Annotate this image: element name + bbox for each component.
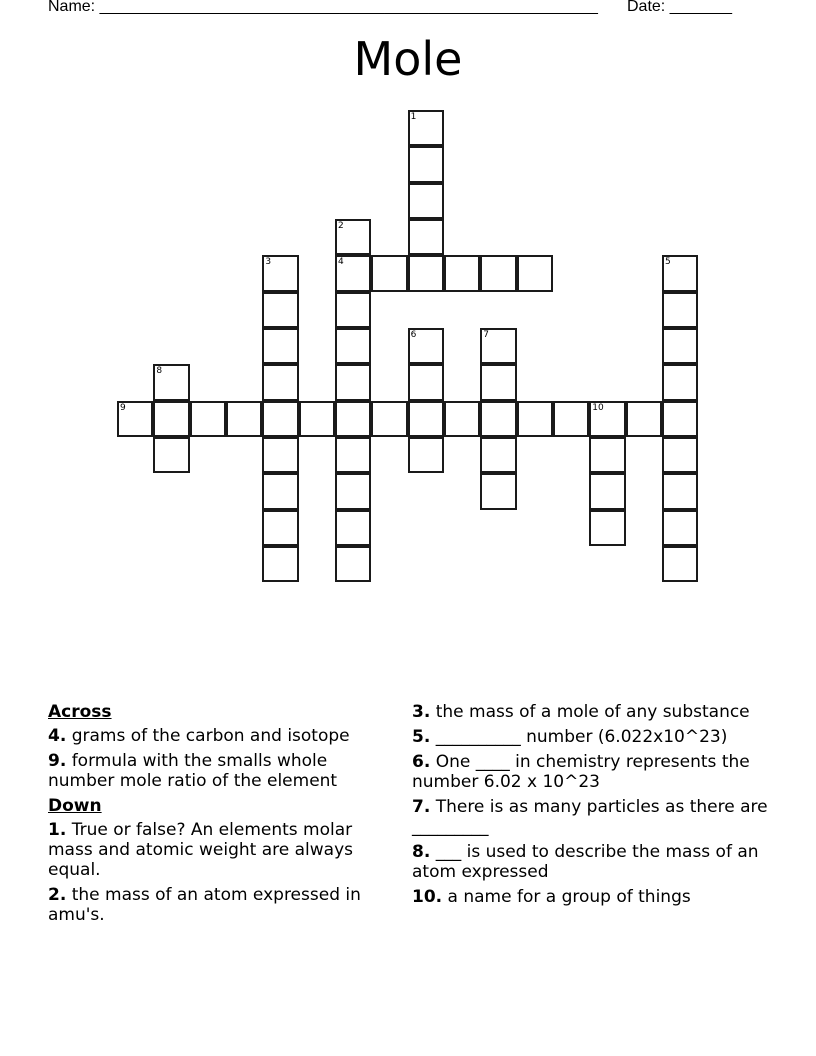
crossword-cell[interactable] — [262, 401, 298, 437]
crossword-cell[interactable] — [371, 255, 407, 291]
clue-item — [412, 752, 772, 792]
crossword-cell[interactable] — [262, 255, 298, 291]
crossword-cell[interactable] — [408, 328, 444, 364]
clues-right-column — [412, 702, 772, 912]
clue-item-text: One ____ in chemistry represents the number 6.02 x 10^23 — [412, 752, 750, 792]
crossword-cell[interactable] — [517, 255, 553, 291]
crossword-cell[interactable] — [335, 546, 371, 582]
crossword-cell[interactable] — [408, 437, 444, 473]
clue-item — [412, 887, 772, 907]
crossword-cell[interactable] — [662, 546, 698, 582]
clue-item — [412, 842, 772, 882]
crossword-cell[interactable] — [371, 401, 407, 437]
crossword-cell[interactable] — [335, 364, 371, 400]
crossword-cell[interactable] — [335, 328, 371, 364]
crossword-cell[interactable] — [190, 401, 226, 437]
page-title: Mole — [353, 32, 463, 86]
crossword-cell[interactable] — [335, 255, 371, 291]
clue-number: 2 — [337, 220, 344, 231]
clue-number: 5 — [664, 257, 671, 268]
clue-number: 10 — [592, 402, 604, 413]
crossword-cell[interactable] — [262, 364, 298, 400]
clue-item — [412, 797, 772, 837]
name-field-label: Name: ________________________________________________________ — [48, 0, 598, 15]
clue-number: 7 — [483, 329, 490, 340]
crossword-cell[interactable] — [589, 401, 625, 437]
clue-number: 9 — [120, 402, 126, 413]
crossword-cell[interactable] — [335, 292, 371, 328]
crossword-cell[interactable] — [589, 473, 625, 509]
clue-item-text: a name for a group of things — [442, 887, 691, 907]
clue-item-number: 5. — [412, 727, 431, 747]
crossword-cell[interactable] — [262, 473, 298, 509]
crossword-cell[interactable] — [335, 473, 371, 509]
clue-number: 8 — [156, 366, 163, 377]
clue-item-text: the mass of an atom expressed in amu's. — [48, 885, 361, 925]
crossword-cell[interactable] — [408, 255, 444, 291]
clue-item — [412, 702, 772, 722]
crossword-cell[interactable] — [662, 473, 698, 509]
crossword-cell[interactable] — [153, 437, 189, 473]
crossword-cell[interactable] — [262, 328, 298, 364]
crossword-cell[interactable] — [335, 219, 371, 255]
crossword-cell[interactable] — [117, 401, 153, 437]
crossword-cell[interactable] — [408, 401, 444, 437]
clue-item-text: ___ is used to describe the mass of an atom expressed — [412, 842, 759, 882]
clue-item-number: 10. — [412, 887, 443, 907]
crossword-cell[interactable] — [408, 183, 444, 219]
crossword-cell[interactable] — [444, 401, 480, 437]
down-clue-list — [48, 820, 393, 925]
clue-item-number: 4. — [48, 726, 67, 746]
crossword-cell[interactable] — [408, 364, 444, 400]
clue-item-text: True or false? An elements molar mass and atomic weight are always equal. — [48, 820, 353, 880]
crossword-cell[interactable] — [589, 437, 625, 473]
clue-number: 3 — [265, 257, 272, 268]
across-clue-list — [48, 726, 393, 791]
clue-item-text: the mass of a mole of any substance — [430, 702, 750, 722]
clue-item-number: 9. — [48, 751, 67, 771]
clue-item-number: 3. — [412, 702, 431, 722]
crossword-cell[interactable] — [335, 401, 371, 437]
clue-item-number: 8. — [412, 842, 431, 862]
crossword-cell[interactable] — [662, 510, 698, 546]
crossword-cell[interactable] — [662, 437, 698, 473]
crossword-cell[interactable] — [153, 364, 189, 400]
crossword-cell[interactable] — [262, 510, 298, 546]
clue-item-text: __________ number (6.022x10^23) — [430, 727, 728, 747]
clue-item-text: grams of the carbon and isotope — [66, 726, 350, 746]
crossword-cell[interactable] — [662, 364, 698, 400]
clue-number: 1 — [410, 112, 417, 122]
crossword-cell[interactable] — [589, 510, 625, 546]
crossword-cell[interactable] — [662, 255, 698, 291]
crossword-cell[interactable] — [480, 401, 516, 437]
clue-number: 6 — [410, 329, 417, 340]
crossword-cell[interactable] — [444, 255, 480, 291]
crossword-cell[interactable] — [408, 110, 444, 146]
clue-item — [48, 726, 393, 746]
clues-left-column — [48, 702, 393, 930]
crossword-cell[interactable] — [480, 473, 516, 509]
clue-item-text: There is as many particles as there are _________ — [412, 797, 768, 837]
crossword-cell[interactable] — [480, 364, 516, 400]
clue-item-number: 2. — [48, 885, 67, 905]
clue-item-number: 6. — [412, 752, 431, 772]
clue-item-number: 1. — [48, 820, 67, 840]
crossword-cell[interactable] — [480, 255, 516, 291]
clue-item — [48, 885, 393, 925]
across-heading: Across — [48, 702, 112, 722]
crossword-cell[interactable] — [335, 437, 371, 473]
crossword-cell[interactable] — [553, 401, 589, 437]
crossword-cell[interactable] — [480, 437, 516, 473]
clue-number: 4 — [337, 257, 344, 268]
crossword-cell[interactable] — [262, 437, 298, 473]
clue-item — [412, 727, 772, 747]
crossword-cell[interactable] — [662, 401, 698, 437]
down-clue-list-continued — [412, 702, 772, 907]
crossword-cell[interactable] — [153, 401, 189, 437]
clue-item-number: 7. — [412, 797, 431, 817]
clue-item-text: formula with the smalls whole number mole ratio of the element — [48, 751, 338, 791]
crossword-cell[interactable] — [626, 401, 662, 437]
clue-item — [48, 751, 393, 791]
crossword-cell[interactable] — [299, 401, 335, 437]
crossword-cell[interactable] — [662, 292, 698, 328]
crossword-cell[interactable] — [517, 401, 553, 437]
crossword-cell[interactable] — [408, 219, 444, 255]
crossword-cell[interactable] — [480, 328, 516, 364]
crossword-cell[interactable] — [226, 401, 262, 437]
crossword-cell[interactable] — [262, 292, 298, 328]
clue-item — [48, 820, 393, 880]
crossword-cell[interactable] — [335, 510, 371, 546]
crossword-cell[interactable] — [262, 546, 298, 582]
down-heading: Down — [48, 796, 102, 816]
date-field-label: Date: _______ — [627, 0, 732, 15]
crossword-cell[interactable] — [408, 146, 444, 182]
crossword-cell[interactable] — [662, 328, 698, 364]
